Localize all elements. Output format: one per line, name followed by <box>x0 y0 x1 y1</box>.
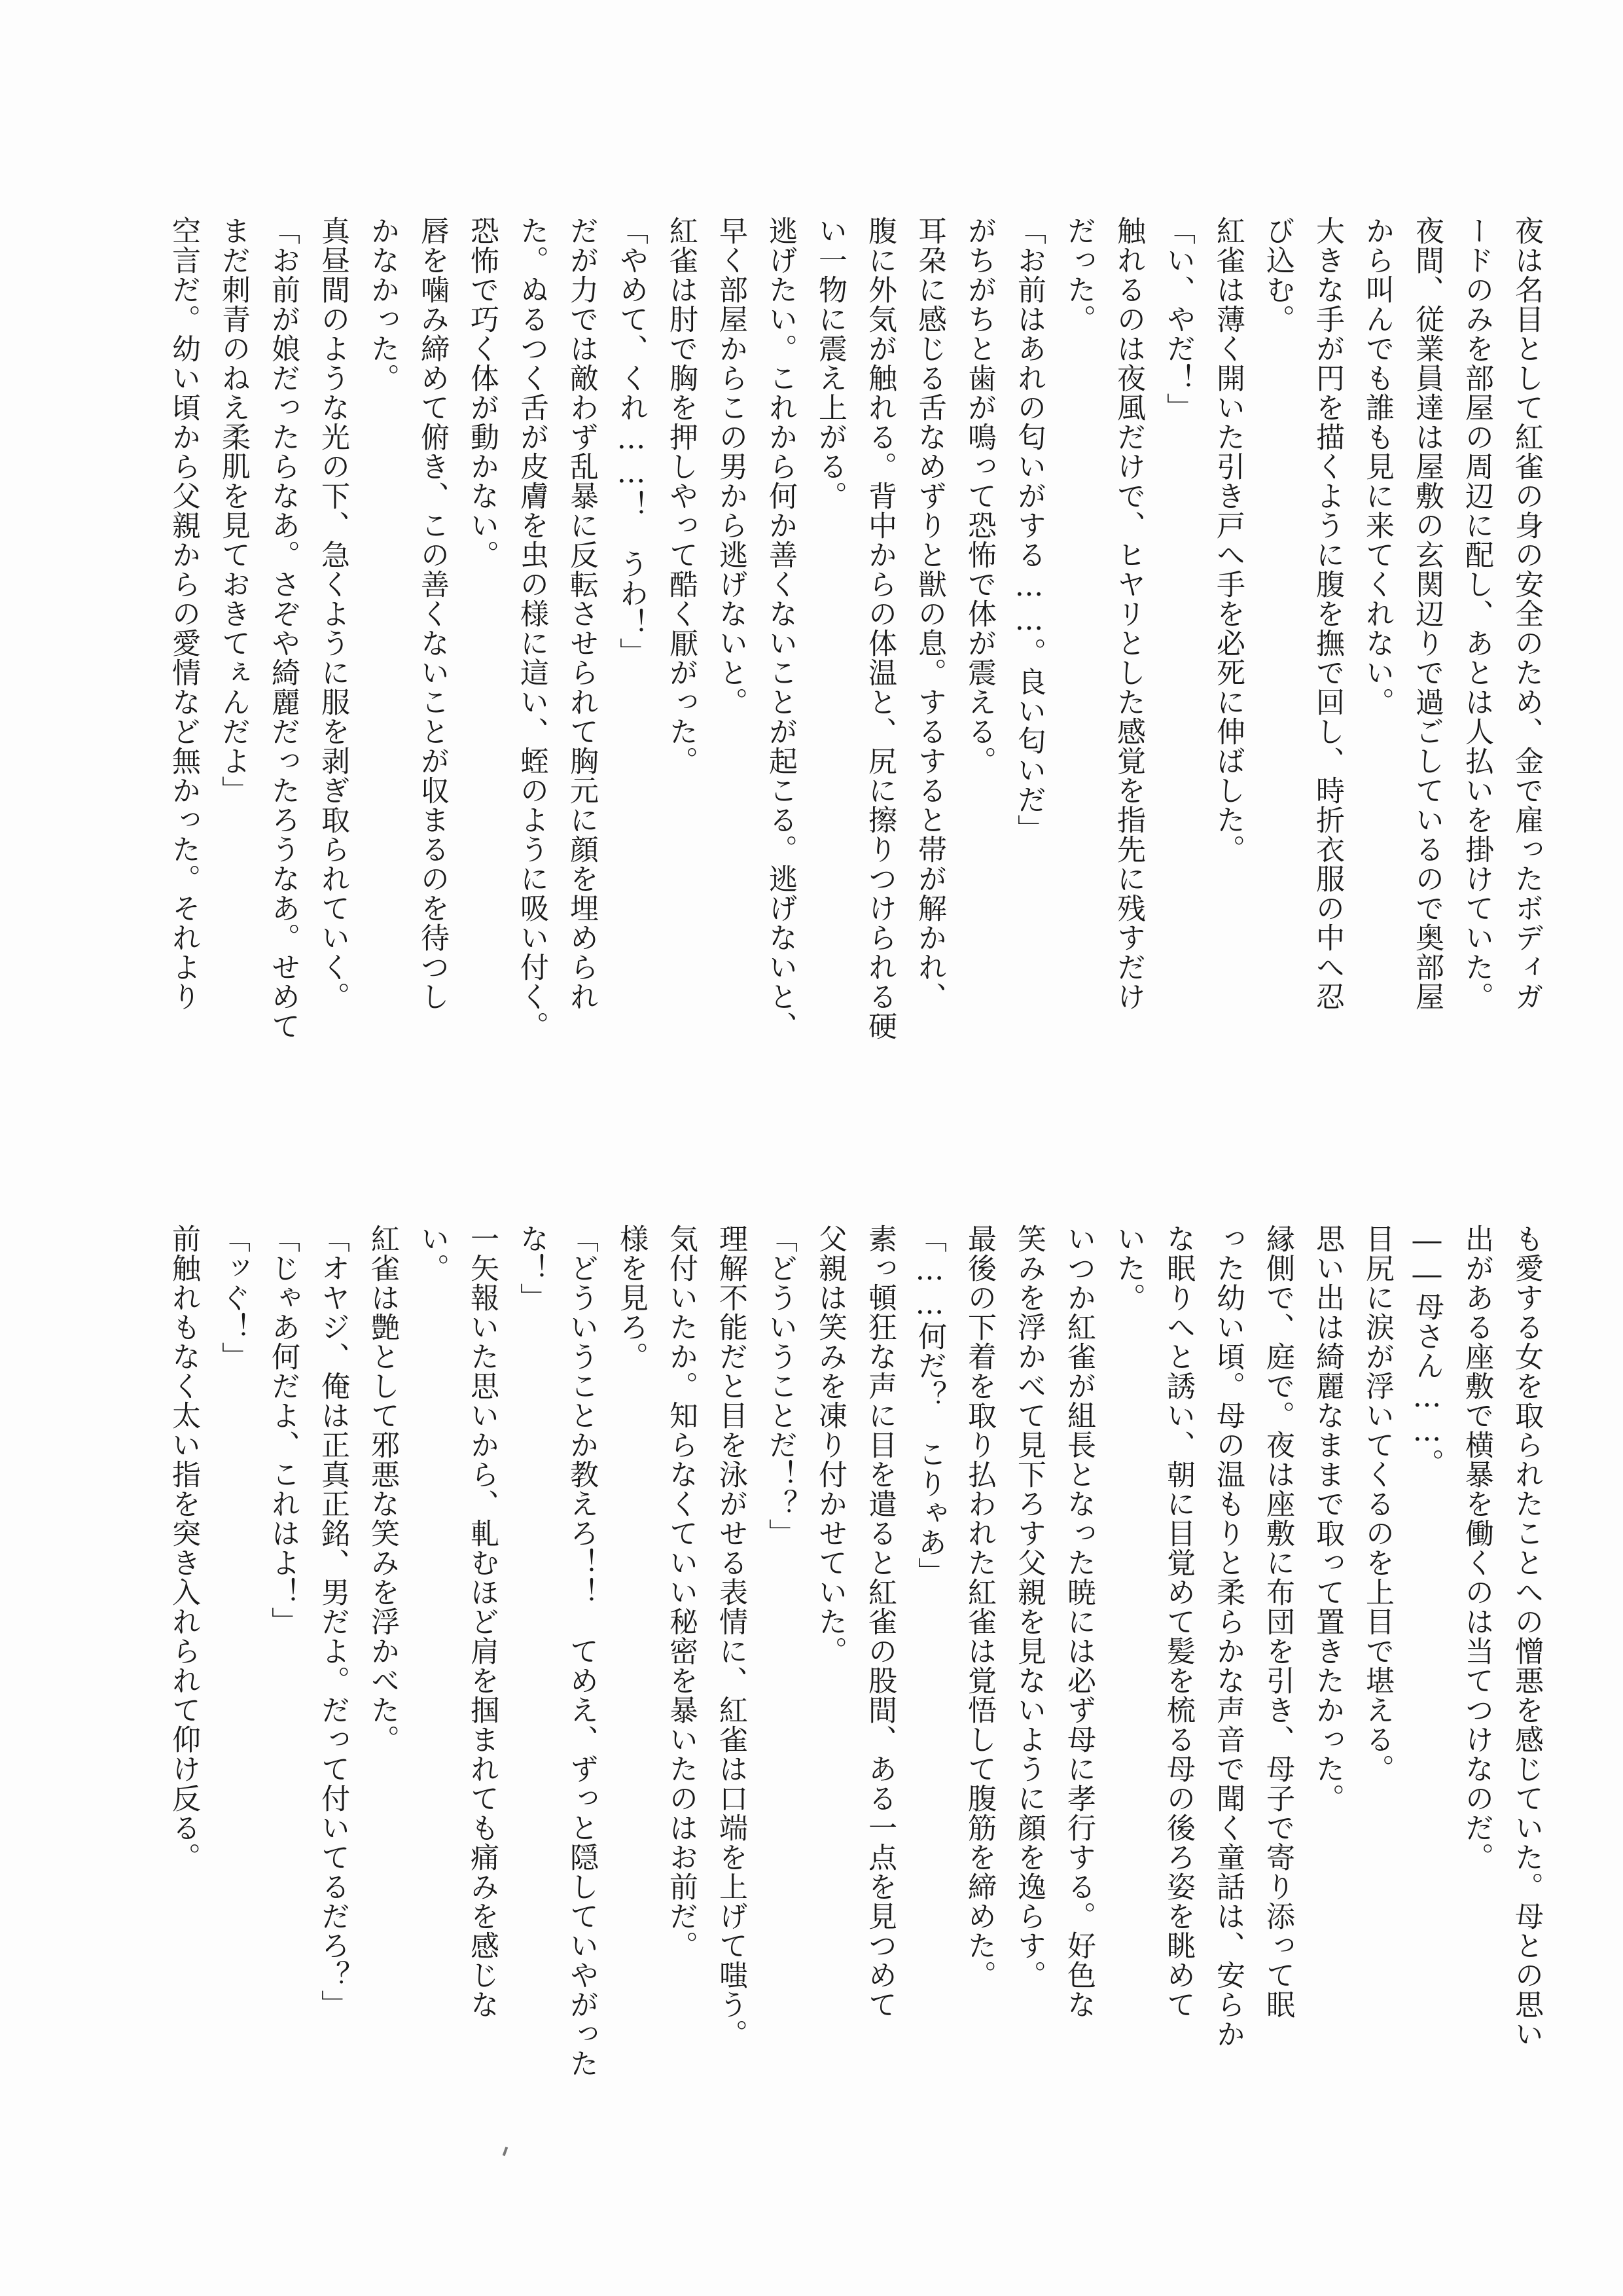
text-line: 素っ頓狂な声に目を遣ると紅雀の股間、ある一点を見つめて <box>863 1224 897 2019</box>
text-line: かなかった。 <box>366 216 399 393</box>
text-line: 早く部屋からこの男から逃げないと。 <box>714 216 747 717</box>
text-line: 「どういうことか教えろ！！ てめえ、ずっと隠していやがった <box>565 1224 598 2078</box>
text-line: 笑みを浮かべて見下ろす父親を見ないように顔を逸らす。 <box>1012 1224 1046 1990</box>
upper-text-block <box>167 216 1551 1132</box>
text-line: 「お前が娘だったらなあ。さぞや綺麗だったろうなあ。せめて <box>266 216 300 1041</box>
text-line: いつか紅雀が組長となった暁には必ず母に孝行する。好色な <box>1062 1224 1096 2019</box>
text-line: まだ刺青のねえ柔肌を見ておきてぇんだよ」 <box>217 216 250 805</box>
text-line: から叫んでも誰も見に来てくれない。 <box>1361 216 1394 717</box>
text-line: 逃げたい。これから何か善くないことが起こる。逃げないと、 <box>764 216 797 1041</box>
text-line: 腹に外気が触れる。背中からの体温と、尻に擦りつけられる硬 <box>863 216 897 1041</box>
lower-text-block <box>167 1224 1551 2078</box>
text-line: い一物に震え上がる。 <box>813 216 847 511</box>
text-line: 恐怖で巧く体が動かない。 <box>465 216 499 569</box>
text-line: ――母さん……。 <box>1410 1224 1444 1478</box>
text-line: 真昼間のような光の下、急くように服を剥ぎ取られていく。 <box>316 216 349 1011</box>
text-line: 夜は名目として紅雀の身の安全のため、金で雇ったボディガ <box>1510 216 1543 1011</box>
text-line: 最後の下着を取り払われた紅雀は覚悟して腹筋を締めた。 <box>963 1224 996 1990</box>
text-line: 父親は笑みを凍り付かせていた。 <box>813 1224 847 1666</box>
text-line: がちがちと歯が鳴って恐怖で体が震える。 <box>963 216 996 776</box>
text-line: 思い出は綺麗なままで取って置きたかった。 <box>1311 1224 1344 1813</box>
text-line: 一矢報いた思いから、軋むほど肩を掴まれても痛みを感じな <box>465 1224 499 2019</box>
text-line: 紅雀は艶として邪悪な笑みを浮かべた。 <box>366 1224 399 1754</box>
text-line: い。 <box>416 1224 449 1283</box>
text-line: な！」 <box>515 1224 548 1312</box>
text-line: 気付いたか。知らなくていい秘密を暴いたのはお前だ。 <box>664 1224 698 1960</box>
text-line: 様を見ろ。 <box>615 1224 648 1371</box>
text-line: 「お前はあれの匂いがする……。良い匂いだ」 <box>1012 216 1046 844</box>
text-line: 唇を噛み締めて俯き、この善くないことが収まるのを待つし <box>416 216 449 1011</box>
paper-speck <box>503 2147 508 2157</box>
text-line: 「じゃあ何だよ、これはよ！」 <box>266 1224 300 1636</box>
text-line: 紅雀は肘で胸を押しやって酷く厭がった。 <box>664 216 698 776</box>
text-line: 大きな手が円を描くように腹を撫で回し、時折衣服の中へ忍 <box>1311 216 1344 1011</box>
text-line: び込む。 <box>1261 216 1294 334</box>
text-line: だった。 <box>1062 216 1096 334</box>
text-line: 「どういうことだ！？」 <box>764 1224 797 1548</box>
text-line: だが力では敵わず乱暴に反転させられて胸元に顔を埋められ <box>565 216 598 1011</box>
text-line: 空言だ。幼い頃から父親からの愛情など無かった。それより <box>167 216 200 1011</box>
text-line: った幼い頃。母の温もりと柔らかな声音で聞く童話は、安らか <box>1211 1224 1245 2049</box>
text-line: 夜間、従業員達は屋敷の玄関辺りで過ごしているので奥部屋 <box>1410 216 1444 1011</box>
text-line: 理解不能だと目を泳がせる表情に、紅雀は口端を上げて嗤う。 <box>714 1224 747 2049</box>
text-line: 「オヤジ、俺は正真正銘、男だよ。だって付いてるだろ？」 <box>316 1224 349 2019</box>
text-line: 縁側で、庭で。夜は座敷に布団を引き、母子で寄り添って眠 <box>1261 1224 1294 2019</box>
text-line: 紅雀は薄く開いた引き戸へ手を必死に伸ばした。 <box>1211 216 1245 864</box>
text-line: 「やめて、くれ……！ うわ！」 <box>615 216 648 667</box>
text-line: 前触れもなく太い指を突き入れられて仰け反る。 <box>167 1224 200 1872</box>
text-line: 「……何だ？ こりゃあ」 <box>913 1224 946 1587</box>
text-line: ードのみを部屋の周辺に配し、あとは人払いを掛けていた。 <box>1460 216 1493 1011</box>
text-line: 「い、やだ！」 <box>1162 216 1195 422</box>
text-line: な眠りへと誘い、朝に目覚めて髪を梳る母の後ろ姿を眺めて <box>1162 1224 1195 2019</box>
text-line: た。ぬるつく舌が皮膚を虫の様に這い、蛭のように吸い付く。 <box>515 216 548 1041</box>
text-line: 「ッぐ！」 <box>217 1224 250 1371</box>
text-line: 目尻に涙が浮いてくるのを上目で堪える。 <box>1361 1224 1394 1784</box>
text-line: いた。 <box>1112 1224 1145 1312</box>
text-line: 耳朶に感じる舌なめずりと獣の息。するすると帯が解かれ、 <box>913 216 946 1011</box>
text-line: 出がある座敷で横暴を働くのは当てつけなのだ。 <box>1460 1224 1493 1872</box>
text-line: 触れるのは夜風だけで、ヒヤリとした感覚を指先に残すだけ <box>1112 216 1145 1011</box>
text-line: も愛する女を取られたことへの憎悪を感じていた。母との思い <box>1510 1224 1543 2049</box>
